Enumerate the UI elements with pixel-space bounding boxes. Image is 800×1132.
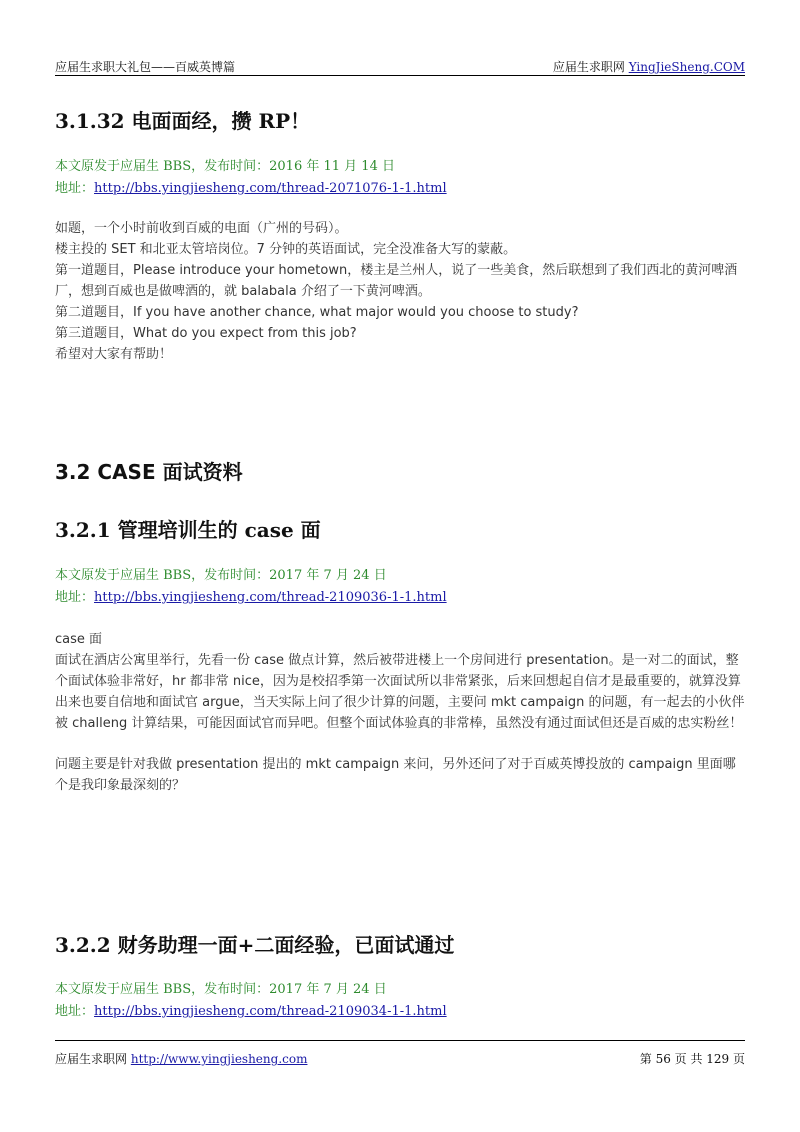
address-label: 地址： xyxy=(55,1004,95,1019)
page-header xyxy=(55,58,745,76)
body-line: 第三道题目，What do you expect from this job? xyxy=(55,326,357,341)
body-line: 希望对大家有帮助！ xyxy=(55,347,173,362)
address-label: 地址： xyxy=(55,181,95,196)
post-info: 本文原发于应届生 BBS，发布时间：2016 年 11 月 14 日 xyxy=(55,159,395,174)
section-meta-3-2-2 xyxy=(55,979,447,1023)
body-paragraph: case 面 xyxy=(55,632,103,647)
section-body-3-2-1 xyxy=(55,629,745,796)
section-meta-3-1-32 xyxy=(55,156,447,200)
section-title-3-2-2: 3.2.2 财务助理一面+二面经验，已面试通过 xyxy=(55,933,455,957)
footer-site-name: 应届生求职网 xyxy=(55,1052,128,1066)
header-site-name: 应届生求职网 xyxy=(552,60,625,74)
body-paragraph: 面试在酒店公寓里举行，先看一份 case 做点计算，然后被带进楼上一个房间进行 presentation。是一对二的面试，整个面试体验非常好，hr 都非常 nice，因为是校招季第一次面试所以非常紧张，后来回想起自信才是最重要的，就算没算出来也要自信地和面试官 argue，当天实际上问了很少计算的问题，主要问 mkt campaign 的问题，有一起去的小伙伴被 challeng 计算结果，可能因面试官而异吧。但整个面试体验真的非常棒，虽然没有通过面试但还是百威的忠实粉丝！ xyxy=(55,653,745,731)
footer-divider xyxy=(55,1040,745,1041)
thread-link[interactable]: http://bbs.yingjiesheng.com/thread-2109036-1-1.html xyxy=(94,590,447,605)
post-info: 本文原发于应届生 BBS，发布时间：2017 年 7 月 24 日 xyxy=(55,982,387,997)
post-info: 本文原发于应届生 BBS，发布时间：2017 年 7 月 24 日 xyxy=(55,568,387,583)
body-line: 如题，一个小时前收到百威的电面（广州的号码）。 xyxy=(55,221,348,236)
body-line: 第一道题目，Please introduce your hometown，楼主是兰州人，说了一些美食，然后联想到了我们西北的黄河啤酒厂，想到百威也是做啤酒的，就 balabala 介绍了一下黄河啤酒。 xyxy=(55,263,738,299)
footer-site-link[interactable]: http://www.yingjiesheng.com xyxy=(130,1052,308,1066)
post-address xyxy=(55,178,447,200)
body-line: 第二道题目，If you have another chance, what major would you choose to study? xyxy=(55,305,579,320)
section-title-3-1-32: 3.1.32 电面面经，攒 RP！ xyxy=(55,109,311,133)
thread-link[interactable]: http://bbs.yingjiesheng.com/thread-2071076-1-1.html xyxy=(94,181,447,196)
section-title-3-2-1: 3.2.1 管理培训生的 case 面 xyxy=(55,518,321,542)
header-site xyxy=(553,58,745,75)
body-line: 楼主投的 SET 和北亚太管培岗位。7 分钟的英语面试，完全没准备大写的蒙蔽。 xyxy=(55,242,517,257)
post-address xyxy=(55,1001,447,1023)
section-meta-3-2-1 xyxy=(55,565,447,609)
header-title: 应届生求职大礼包——百威英博篇 xyxy=(55,60,236,74)
paragraph-gap xyxy=(55,734,745,754)
section-title-3-2: 3.2 CASE 面试资料 xyxy=(55,460,243,484)
header-site-link[interactable]: YingJieSheng.COM xyxy=(628,60,745,74)
thread-link[interactable]: http://bbs.yingjiesheng.com/thread-2109034-1-1.html xyxy=(94,1004,447,1019)
address-label: 地址： xyxy=(55,590,95,605)
page-number: 第 56 页 共 129 页 xyxy=(639,1052,745,1066)
header-divider xyxy=(55,75,745,76)
body-paragraph: 问题主要是针对我做 presentation 提出的 mkt campaign 来问，另外还问了对于百威英博投放的 campaign 里面哪个是我印象最深刻的？ xyxy=(55,757,736,793)
post-address xyxy=(55,587,447,609)
section-body-3-1-32 xyxy=(55,218,745,365)
footer-site xyxy=(55,1050,307,1067)
